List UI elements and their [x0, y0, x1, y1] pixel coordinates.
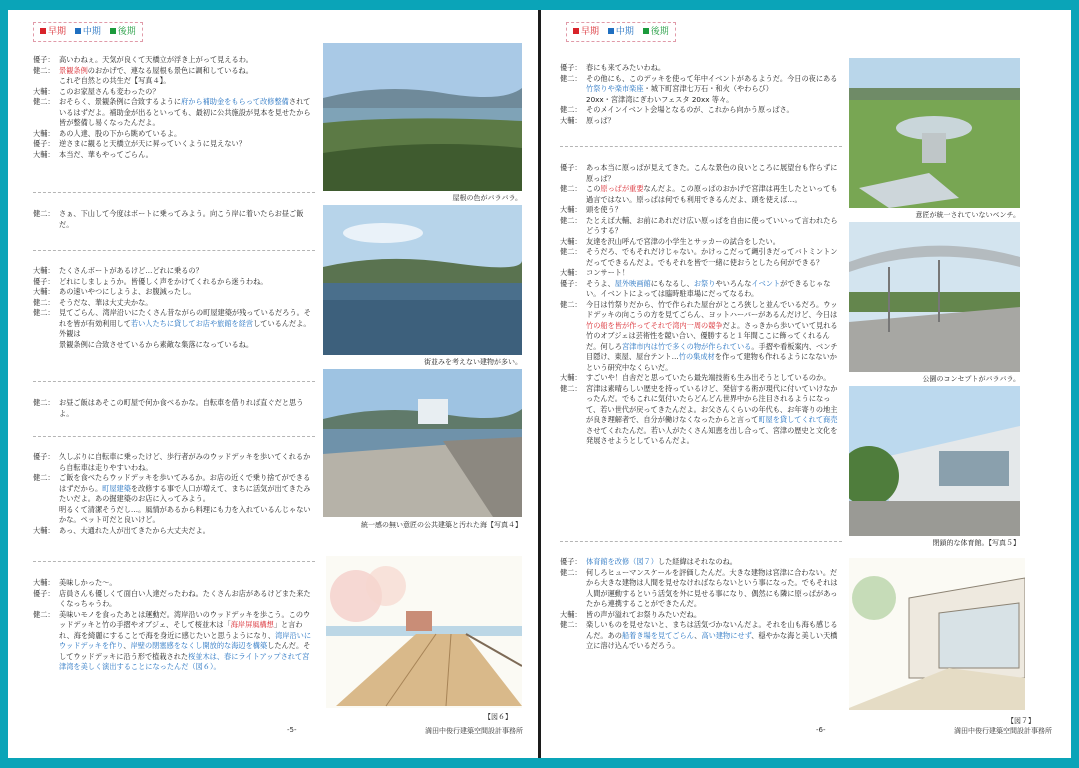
speaker-label: 大輔： [33, 578, 55, 587]
dialogue-text [59, 277, 315, 288]
section-divider [33, 250, 315, 251]
text-segment: した経緯はそれなのね。 [657, 557, 737, 566]
dialogue-section [560, 163, 842, 447]
text-segment: あの人達、股の下から眺めているよ。 [59, 128, 182, 138]
speaker-label: 優子： [33, 588, 55, 598]
text-segment: 明るくて清潔そうだし…。風情があるから料理にも力を入れているんじゃないかな。ペット可だと良いけど。 [59, 504, 311, 524]
text-segment: この [586, 184, 601, 193]
speaker-label: 健二： [560, 247, 582, 256]
section-divider [33, 561, 315, 562]
dialogue-text [59, 526, 315, 537]
text-segment: そのメインイベント会場となるのが、これから向かう原っぱさ。 [586, 105, 794, 114]
highlighted-phrase: 竹の集成材 [678, 352, 715, 361]
dialogue-line [33, 473, 315, 505]
speaker-label: 優子： [560, 557, 582, 566]
highlighted-phrase: 竹の船を皆が作ってそれで湾内一周の競争 [586, 320, 723, 330]
dialogue-line [33, 76, 315, 87]
late-marker-icon [643, 28, 649, 34]
text-segment: 原っぱ？ [586, 115, 615, 125]
speaker-label: 優子： [33, 452, 55, 461]
photo-pier [323, 369, 522, 517]
text-segment: させてくれたんだ。若い人がたくさん知恵を出し合って、宮津の歴史と文化を発展させようとしているんだよ。 [586, 425, 838, 445]
dialogue-line [560, 116, 842, 127]
speaker-label [33, 76, 59, 87]
text-segment: そうだな、華は大丈夫かな。 [59, 297, 153, 307]
text-segment: 景観条例に合致させているから素敵な集落になっているね。 [59, 339, 254, 349]
dialogue-line [33, 139, 315, 150]
dialogue-line [560, 557, 842, 568]
speaker-label: 大輔： [560, 236, 582, 246]
dialogue-section [560, 557, 842, 652]
dialogue-section [33, 452, 315, 536]
dialogue-line [560, 384, 842, 447]
text-segment: ・城下町宮津七万石・和火（やわらび） [643, 84, 773, 93]
text-segment: したんだ。そしてウッドデッキに沿う形で植栽された [59, 641, 311, 661]
highlighted-phrase: 町屋建築 [102, 483, 131, 493]
speaker-label: 健二： [560, 620, 582, 629]
dialogue-line [33, 266, 315, 277]
dialogue-text [59, 298, 315, 309]
office-name: 満田中俊行建築空間設計事務所 [954, 727, 1052, 735]
dialogue-text [59, 308, 315, 340]
late-marker-icon [110, 28, 116, 34]
dialogue-line [560, 237, 842, 248]
early-marker-icon [40, 28, 46, 34]
text-segment: これぞ自然との共生だ【写真４】。 [59, 76, 171, 85]
speaker-label: 健二： [560, 567, 582, 577]
text-segment: 高いわねぇ。天気が良くて天橋立が浮き上がって見えるわ。 [59, 55, 253, 64]
text-segment: 久しぶりに自転車に乗ったけど、歩行者がみのウッドデッキを歩いてくれるから自転車は走りやすいわね。 [59, 452, 311, 472]
highlighted-phrase: 湾岸沿いにウッドデッキを作り [59, 630, 312, 650]
dialogue-text [59, 150, 315, 161]
dialogue-text [586, 373, 842, 384]
dialogue-line [560, 568, 842, 610]
dialogue-line [33, 526, 315, 537]
highlighted-phrase: 海岸屏風構想 [230, 620, 274, 629]
speaker-label: 健二： [33, 398, 55, 407]
page-number: -5- [287, 726, 297, 734]
dialogue-line [33, 452, 315, 473]
text-segment: 逆さまに観ると天橋立が天に昇っていくように見えない？ [59, 139, 246, 148]
highlighted-phrase: 町屋を貸してくれて商売 [758, 415, 838, 424]
text-segment: 店員さんも優しくて面白い人達だったわね。たくさんお店があるけどまた来たくなっちゃうわ。 [59, 588, 311, 608]
dialogue-text [59, 340, 315, 351]
text-segment: 本当だ、華もやってごらん。 [59, 149, 153, 159]
section-divider [33, 436, 315, 437]
speaker-label: 健二： [560, 105, 582, 114]
highlighted-phrase: 若い人たちに貸してお店や旅館を経営 [130, 318, 254, 328]
dialogue-line [560, 610, 842, 621]
text-segment: 見てごらん、湾岸沿いにたくさん昔ながらの町屋建築が残っているだろう。それを皆が有効利用して [59, 308, 311, 328]
highlighted-phrase: イベント [751, 278, 781, 288]
text-segment: 。手摺や看板案内、ベンチ目隠け、東屋、屋台テント… [586, 341, 838, 361]
dialogue-section [33, 209, 315, 230]
dialogue-line [33, 505, 315, 526]
sketch-wooden-deck [326, 556, 522, 708]
highlighted-phrase: 体育館を改修（図７） [586, 557, 658, 566]
text-segment: にもなるし、 [650, 278, 694, 288]
text-segment: 、 [123, 641, 131, 650]
dialogue-text [59, 209, 315, 230]
dialogue-line [560, 74, 842, 95]
text-segment: おそらく、景観条例に合致するように [59, 97, 182, 106]
photo-caption: 意匠が統一されていないベンチ。 [915, 211, 1020, 219]
text-segment: そうだろ、でもそれだけじゃない。かけっこだって縄引きだってバトミントンだってできるんだよ。でもそれを皆で一緒に使おうとしたら何ができる？ [586, 247, 838, 267]
photo-gymnasium [849, 386, 1020, 536]
text-segment: その他にも、このデッキを使って年中イベントがあるようだ。今日の夜にある [586, 73, 838, 83]
sketch-gym-renovation [849, 558, 1025, 710]
photo-park [849, 222, 1020, 372]
dialogue-text [586, 384, 842, 447]
dialogue-text [59, 129, 315, 140]
dialogue-line [560, 63, 842, 74]
text-segment: 美味いモノを食ったあとは運動だ。湾岸沿いのウッドデッキを歩こう。このウッドデッキと竹の手摺やオブジェ、そして桜並木は「 [59, 609, 311, 629]
speaker-label: 大輔： [33, 128, 55, 138]
dialogue-text [59, 452, 315, 473]
dialogue-text [586, 205, 842, 216]
highlighted-phrase: 宮津市内は竹で多くの物が作られている [621, 341, 752, 351]
highlighted-phrase: 原っぱが重要 [600, 184, 644, 193]
text-segment: たくさんボートがあるけど…どれに乗るの？ [59, 266, 203, 275]
office-name: 満田中俊行建築空間設計事務所 [425, 727, 523, 735]
highlighted-phrase: 桜並木は、春にライトアップされて宮津湾を美しく演出することになったんだ（図６）。 [59, 651, 310, 671]
dialogue-section [33, 398, 315, 419]
dialogue-line [560, 216, 842, 237]
dialogue-line [33, 87, 315, 98]
mid-marker-icon [608, 28, 614, 34]
dialogue-line [33, 209, 315, 230]
text-segment: 、穏やかな海と美しい天橋立に溶け込んでいるだろう。 [586, 630, 838, 650]
text-segment: お昼ご飯はあそこの町屋で何か食べるかな。自転車を借りれば直ぐだと思うよ。 [59, 398, 304, 418]
dialogue-line [33, 55, 315, 66]
figure-label: 【図７】 [1007, 717, 1035, 725]
speaker-label: 健二： [560, 383, 582, 393]
text-segment: 友達を沢山呼んで宮津の小学生とサッカーの試合をしたい。 [586, 236, 780, 246]
text-segment: 20xx・宮津湾にぎわいフェスタ 20xx 等々。 [586, 94, 734, 104]
text-segment: このお家屋さんも変わったの？ [59, 86, 160, 96]
text-segment: ができるじゃない。イベントによっては臨時駐車場にだってなるわ。 [586, 278, 831, 298]
dialogue-text [59, 398, 315, 419]
dialogue-text [586, 95, 842, 106]
highlighted-phrase: 岸壁の閉塞感をなくし開放的な海辺を構築 [130, 641, 268, 650]
photo-caption: 閉鎖的な体育館。【写真５】 [932, 539, 1020, 547]
section-divider [33, 192, 315, 193]
dialogue-text [586, 105, 842, 116]
text-segment: されているはずだよ。補助金が出るといっても、最初に公共施設が見本を見せたから皆が整備し易くなったんだよ。 [59, 97, 311, 127]
dialogue-line [33, 398, 315, 419]
dialogue-text [59, 66, 315, 77]
text-segment: そうよ、 [586, 278, 615, 288]
dialogue-text [586, 279, 842, 300]
text-segment: だよ。さっきから歩いていて見れる竹のオブジェは芸術性を競い合い、優勝すると１年間ここに飾ってくれるんだ。何しろ [586, 320, 838, 351]
dialogue-text [586, 568, 842, 610]
speaker-label: 優子： [560, 278, 582, 288]
text-segment: のおかげで、連なる屋根も景色に調和しているね。 [87, 65, 253, 75]
dialogue-line [33, 578, 315, 589]
dialogue-text [586, 300, 842, 374]
speaker-label: 健二： [560, 299, 582, 309]
highlighted-phrase: 竹祭りや楽市楽座 [586, 84, 644, 93]
speaker-label: 健二： [560, 73, 582, 83]
text-segment: 頭を使う？ [586, 205, 622, 214]
text-segment: 何しろヒューマンスケールを評価したんだ。大きな建物は宮津に合わない。だから大きな建物は人間を見せなければならないという事になった。でもそれは人間が運動するという活気を外に見せる事になり、偶然にも隣に原っぱがあったから連携することができたんだ。 [586, 567, 838, 608]
text-segment: 春にも来てみたいわね。 [586, 63, 666, 72]
speaker-label: 優子： [560, 63, 582, 72]
section-divider [560, 146, 842, 147]
dialogue-text [586, 610, 842, 621]
dialogue-line [33, 287, 315, 298]
photo-caption: 街並みを考えない建物が多い。 [424, 358, 522, 366]
figure-label: 【図６】 [484, 713, 512, 721]
dialogue-line [560, 373, 842, 384]
text-segment: あっ本当に原っぱが見えてきた。こんな景色の良いところに展望台も作らずに原っぱ？ [586, 163, 838, 183]
section-divider [33, 381, 315, 382]
speaker-label: 大輔： [560, 373, 582, 382]
text-segment: どれにしましょうか。皆優しく声をかけてくれるから迷うわね。 [59, 276, 268, 286]
page-number: -6- [816, 726, 826, 734]
photo-caption: 屋根の色がバラバラ。 [452, 194, 522, 202]
speaker-label: 大輔： [560, 205, 582, 214]
dialogue-text [586, 237, 842, 248]
dialogue-text [59, 266, 315, 277]
highlighted-phrase: 高い建物にせず [701, 630, 752, 640]
dialogue-line [33, 298, 315, 309]
highlighted-phrase: 景観条例 [59, 65, 88, 75]
dialogue-text [59, 87, 315, 98]
speaker-label: 健二： [33, 609, 55, 619]
early-marker-icon [573, 28, 579, 34]
text-segment: たとえば大輔、お前にあれだけ広い原っぱを自由に使っていいって言われたらどうする？ [586, 215, 838, 235]
text-segment: しているんだよ。外観は [59, 318, 311, 338]
speaker-label: 健二： [560, 184, 582, 193]
speaker-label: 大輔： [560, 115, 582, 125]
highlighted-phrase: 屋外映画館 [614, 278, 651, 288]
dialogue-section [33, 55, 315, 160]
speaker-label: 健二： [33, 297, 55, 307]
speaker-label: 健二： [33, 308, 55, 317]
dialogue-text [59, 97, 315, 129]
speaker-label: 優子： [560, 163, 582, 172]
dialogue-section [560, 63, 842, 126]
dialogue-line [560, 105, 842, 116]
dialogue-line [560, 163, 842, 184]
dialogue-line [560, 184, 842, 205]
dialogue-line [33, 150, 315, 161]
speaker-label: 優子： [33, 139, 55, 148]
text-segment: を改修する事で人口が増えて、まちに活気が出てきたみたいだよ。あの掘建築のお店に入ってみよう。 [59, 483, 311, 503]
speaker-label: 優子： [33, 276, 55, 286]
dialogue-text [586, 184, 842, 205]
period-legend-right: 早期 中期 後期 [566, 22, 676, 42]
text-segment: を作って建物も作れるようになないかという研究中なくらいだ。 [586, 352, 837, 372]
highlighted-phrase: お祭り [693, 278, 716, 288]
text-segment: 今日は竹祭りだから、竹で作られた屋台がところ狭しと並んでいるだろ。ウッドデッキの向こうの方を見てごらん、ヨットハーバーがあるんだけど、今日は [586, 299, 838, 319]
text-segment: なんだよ。この原っぱのおかげで宮津は再生したといっても過言ではない。原っぱは何でも利用できるんだよ、頭を使えば…。 [586, 184, 838, 204]
dialogue-line [560, 279, 842, 300]
text-segment: 、 [694, 630, 702, 640]
text-segment: 宮津は素晴らしい歴史を持っているけど、発信する術が現代に付いていけなかったんだ。でもこれに気付いたらどんどん世界中から注目されるようになって、若い世代が戻ってきたんだよ。お父さんくらいの年代も、お年寄りの地主が良き理解者で、自分が働けなくなったからと言って [586, 383, 838, 424]
dialogue-text [586, 74, 842, 95]
dialogue-text [59, 610, 315, 673]
dialogue-text [586, 557, 842, 568]
text-segment: あっ、大通れた人が出てきたから大丈夫だよ。 [59, 525, 210, 535]
dialogue-text [586, 216, 842, 237]
photo-amanohashidate-view [323, 43, 522, 191]
dialogue-section [33, 578, 315, 673]
dialogue-text [59, 76, 315, 87]
speaker-label: 大輔： [33, 149, 55, 159]
dialogue-text [586, 63, 842, 74]
speaker-label: 優子： [33, 55, 55, 64]
text-segment: やいろんな [715, 278, 752, 288]
speaker-label: 健二： [33, 97, 55, 106]
mid-marker-icon [75, 28, 81, 34]
dialogue-line [33, 308, 315, 340]
text-segment: さぁ、下山して今度はボートに乗ってみよう。向こう岸に着いたらお昼ご飯だ。 [59, 209, 304, 229]
speaker-label: 大輔： [560, 268, 582, 277]
dialogue-line [33, 589, 315, 610]
text-segment: 楽しいものを見せないと、まちは活気づかないんだよ。それを山も海も感じるんだ。あの [586, 620, 838, 640]
dialogue-line [560, 300, 842, 374]
dialogue-text [59, 589, 315, 610]
dialogue-text [59, 55, 315, 66]
dialogue-line [560, 620, 842, 652]
dialogue-line [33, 277, 315, 288]
photo-bay-houses [323, 205, 522, 355]
speaker-label: 健二： [33, 209, 55, 218]
speaker-label: 健二： [33, 65, 55, 75]
dialogue-line [33, 66, 315, 77]
dialogue-line [33, 97, 315, 129]
speaker-label: 大輔： [33, 266, 55, 275]
dialogue-text [59, 139, 315, 150]
photo-caption: 統一感の無い意匠の公共建築と汚れた海【写真４】 [361, 521, 522, 529]
speaker-label [33, 505, 59, 526]
speaker-label: 健二： [33, 473, 55, 482]
highlighted-phrase: 船着き場を見てごらん [621, 630, 695, 640]
text-segment: あの速いやつにしようよ、お腹減ったし。 [59, 287, 196, 296]
speaker-label [560, 95, 586, 106]
photo-caption: 公園のコンセプトがバラバラ。 [922, 375, 1020, 383]
speaker-label: 大輔： [33, 86, 55, 96]
dialogue-line [33, 340, 315, 351]
speaker-label: 大輔： [560, 609, 582, 619]
speaker-label: 大輔： [33, 287, 55, 296]
speaker-label: 健二： [560, 215, 582, 225]
dialogue-text [586, 620, 842, 652]
dialogue-section [33, 266, 315, 350]
dialogue-text [586, 268, 842, 279]
section-divider [560, 541, 842, 542]
dialogue-line [560, 95, 842, 106]
dialogue-text [586, 247, 842, 268]
period-legend-left: 早期 中期 後期 [33, 22, 143, 42]
dialogue-line [560, 247, 842, 268]
text-segment: ご飯を食べたらウッドデッキを歩いてみるか。お店の近くで乗り捨てができるはずだから。 [59, 473, 311, 493]
highlighted-phrase: 府から補助金をもらって改修整備 [181, 97, 289, 106]
dialogue-line [33, 610, 315, 673]
text-segment: コンサート！ [586, 268, 630, 277]
text-segment: 美味しかった〜。 [59, 578, 117, 587]
dialogue-line [33, 129, 315, 140]
dialogue-text [586, 163, 842, 184]
dialogue-line [560, 205, 842, 216]
text-segment: 」と言われ、海を綺麗にすることで海を身近に感じたいと思うようになり、 [59, 620, 303, 640]
dialogue-text [59, 578, 315, 589]
dialogue-text [59, 473, 315, 505]
dialogue-text [59, 505, 315, 526]
speaker-label [33, 340, 59, 351]
dialogue-line [560, 268, 842, 279]
dialogue-text [59, 287, 315, 298]
speaker-label: 大輔： [33, 525, 55, 535]
dialogue-text [586, 116, 842, 127]
text-segment: すごいや！自舎だと思っていたら最先端技術も生み出そうとしているのか。 [586, 373, 831, 382]
text-segment: 皆の声が溢れてお祭りみたいだね。 [586, 609, 702, 619]
photo-bench [849, 58, 1020, 208]
